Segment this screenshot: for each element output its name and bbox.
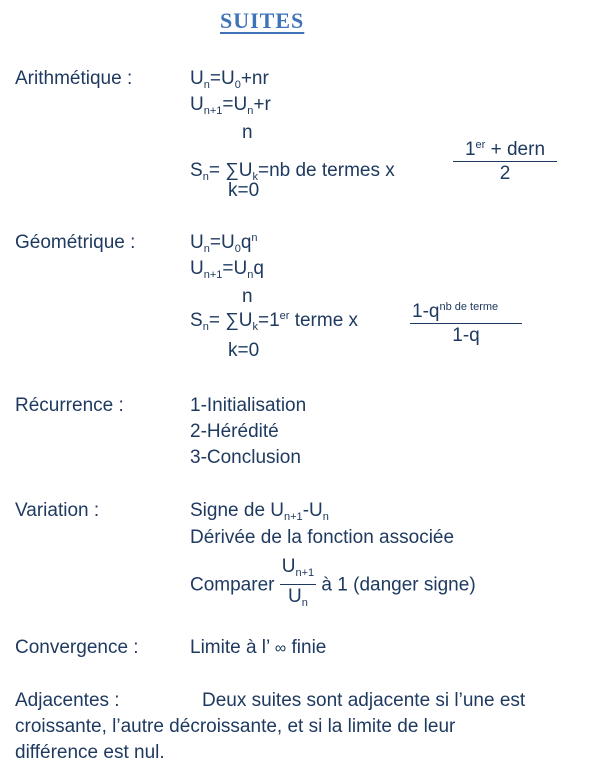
arith-formula-un: $U_n=U_0+nr$ [190, 68, 269, 91]
geom-sum-lower: k=0 [228, 340, 260, 361]
label-adjacentes: Adjacentes : [15, 690, 120, 711]
geom-formula-un: $U_n=U_0q^n$ [190, 232, 258, 255]
adjacentes-text-line3: différence est nul. [15, 742, 165, 763]
adjacentes-text-line2: croissante, l’autre décroissante, et si la limite de leur [15, 716, 456, 737]
arith-sum-upper: n [242, 122, 253, 143]
label-arithmetique: Arithmétique : [15, 68, 133, 89]
label-geometrique: Géométrique : [15, 232, 136, 253]
arith-sum-lower: k=0 [228, 180, 260, 201]
geom-sum-formula: $S_n= \sum U_k=1er$ terme x [190, 310, 359, 333]
recurrence-step-2: 2-Hérédité [190, 421, 279, 442]
arith-sum-formula: $S_n= \sum U_k=nb$ de termes x [190, 160, 395, 183]
geom-formula-recurrence: $U_{n+1}=U_nq$ [190, 258, 264, 281]
variation-sign: Signe de $U_{n+1}-U_n$ [190, 500, 329, 523]
arith-formula-recurrence: $U_{n+1}=U_n+r$ [190, 94, 271, 117]
recurrence-step-1: 1-Initialisation [190, 395, 307, 416]
sigma-icon: ∑ [225, 310, 239, 331]
label-recurrence: Récurrence : [15, 395, 124, 416]
infinity-icon: ∞ [274, 640, 287, 657]
variation-derivative: Dérivée de la fonction associée [190, 527, 455, 548]
sigma-icon: ∑ [225, 160, 239, 181]
recurrence-step-3: 3-Conclusion [190, 447, 301, 468]
label-convergence: Convergence : [15, 637, 139, 658]
adjacentes-text-line1: Deux suites sont adjacente si l’une est [202, 690, 526, 711]
geom-sum-upper: n [242, 286, 253, 307]
variation-compare: Comparer $\frac{U_{n+1}}{U_n}$ à 1 (danger signe) [190, 556, 476, 609]
label-variation: Variation : [15, 500, 100, 521]
geom-fraction: $\frac{1-q^{nb de terme}}{1-q}$ [410, 296, 522, 348]
convergence-text: Limite à l’ ∞ finie [190, 637, 327, 658]
arith-fraction: $\frac{1^{er} + dern}{2}$ [453, 134, 557, 186]
page-title: SUITES [220, 8, 305, 33]
